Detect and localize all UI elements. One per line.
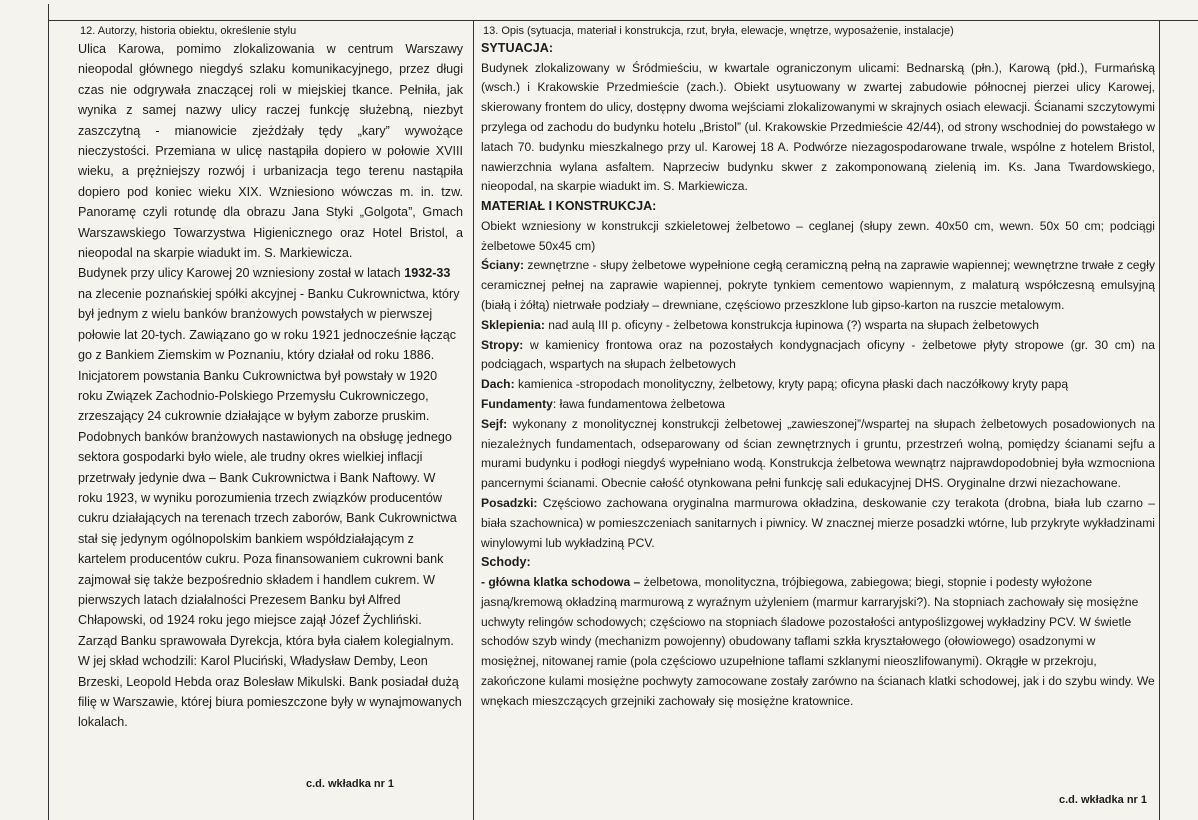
right-column: [476, 20, 1160, 820]
sejf-label: Sejf:: [481, 416, 508, 431]
sklepienia-entry: [481, 316, 1155, 336]
section-title-material: MATERIAŁ I KONSTRUKCJA:: [481, 199, 657, 214]
klatka-entry: [481, 573, 1155, 712]
right-column-body: [481, 39, 1155, 711]
dach-label: Dach:: [481, 377, 515, 392]
history-paragraph-2-start: Budynek przy ulicy Karowej 20 wzniesiony został w latach: [78, 266, 405, 281]
left-column-body: [78, 39, 463, 733]
dach-entry: [481, 375, 1155, 395]
sklepienia-text: nad aulą III p. oficyny - żelbetowa konstrukcja łupinowa (?) wsparta na słupach żelbetowych: [544, 317, 1039, 332]
dach-text: kamienica -stropodach monolityczny, żelbetowy, kryty papą; oficyna płaski dach naczółkowy kryty papą: [514, 377, 1069, 392]
sytuacja-text: Budynek zlokalizowany w Śródmieściu, w kwartale ograniczonym ulicami: Bednarską (płn.), Karową (płd.), Furmańską (wsch.) i Krakowskie Przedmieście (zach.). Obiekt usytuowany w zwartej zabudowie północnej pierzei ulicy Karowej, skierowany frontem do ulicy, dostępny dwoma wejściami zlokalizowanymi w skrajnych osiach elewacji. Ścianami szczytowymi przylega od zachodu do budynku hotelu „Bristol” (ul. Krakowskie Przedmieście 42/44), od strony wschodniej do powstałego w latach 70. budynku mieszkalnego przy ul. Karowej 18 A. Podwórze niezagospodarowane trwale, wspólne z hotelem Bristol, nawierzchnia wylana asfaltem. Naprzeciw budynku skwer z zakomponowaną zielenią im. Ks. Jana Twardowskiego, nieopodal, na skarpie wiadukt im. S. Markiewicza.: [481, 60, 1155, 194]
history-paragraph-2-rest: na zlecenie poznańskiej spółki akcyjnej - Banku Cukrownictwa, który był jednym z wielu banków branżowych powstałych w pierwszej połowie lat 20-tych. Zawiązano go w roku 1921 jednocześnie łącząc go z Bankiem Ziemskim w Poznaniu, który działał od roku 1886. Inicjatorem powstania Banku Cukrownictwa był powstały w 1920 roku Związek Zachodnio-Polskiego Przemysłu Cukrowniczego, zrzeszający 24 cukrownie działające w byłym zaborze pruskim. Podobnych banków branżowych nastawionych na obsługę jednego sektora gospodarki było wiele, ale trudny okres wielkiej inflacji przetrwały jedynie dwa – Bank Cukrownictwa i Bank Naftowy. W roku 1923, w wyniku porozumienia trzech związków producentów cukru działających na terenach trzech zaborów, Bank Cukrownictwa stał się jedynym ogólnopolskim bankiem współdziałającym z kartelem producentów cukru. Poza finansowaniem cukrowni bank zajmował się także bezpośrednio składem i handlem cukrem. W pierwszych latach działalności Prezesem Banku był Alfred Chłapowski, od 1924 roku jego miejsce zajął Józef Żychliński. Zarząd Banku sprawowała Dyrekcja, która była ciałem kolegialnym. W jej skład wchodzili: Karol Pluciński, Władysław Demby, Leon Brzeski, Leopold Hebda oraz Bolesław Mikulski. Bank posiadał dużą filię w Warszawie, której biura pomieszczone były w wynajmowanych lokalach.: [78, 286, 462, 730]
material-text: Obiekt wzniesiony w konstrukcji szkieletowej żelbetowo – ceglanej (słupy zewn. 40x50 cm, wewn. 50x 50 cm; podciągi żelbetowe 50x45 cm): [481, 218, 1155, 253]
sciany-text: zewnętrzne - słupy żelbetowe wypełnione cegłą ceramiczną pełną na zaprawie wapiennej; wewnętrzne trwałe z cegły ceramicznej pełnej na zaprawie wapiennej, pokryte tynkiem cementowo wapiennym, z malaturą współczesną emulsyjną (białą i żółtą) nietrwałe podziały – drewniane, częściowo przeszklone lub gipso-karton na ruszcie metalowym.: [481, 258, 1155, 312]
sciany-label: Ściany:: [481, 258, 525, 273]
section-title-schody: Schody:: [481, 555, 531, 570]
history-paragraph-2: [78, 263, 463, 732]
fundamenty-text: : ława fundamentowa żelbetowa: [552, 396, 726, 411]
fundamenty-label: Fundamenty: [481, 396, 553, 411]
right-continued-note: c.d. wkładka nr 1: [1058, 794, 1147, 806]
section-title-sytuacja: SYTUACJA:: [481, 41, 554, 55]
left-column-heading: 12. Autorzy, historia obiektu, określenie stylu: [80, 25, 297, 37]
klatka-label: - główna klatka schodowa –: [481, 574, 641, 589]
stropy-text: w kamienicy frontowa oraz na pozostałych kondygnacjach oficyny - żelbetowe płyty stropowe (gr. 30 cm) na podciągach, wspartych na słupach żelbetowych: [481, 337, 1155, 372]
fundamenty-entry: [481, 395, 1155, 415]
posadzki-entry: [481, 494, 1155, 553]
klatka-text: żelbetowa, monolityczna, trójbiegowa, zabiegowa; biegi, stopnie i podesty wyłożone jasną/kremową okładziną marmurową z wyraźnym użyleniem (marmur karraryjski?). Na stopniach zachowały się mosiężne uchwyty relingów schodowych; częściowo na stopniach śladowe pozostałości antypoślizgowej wykładziny PCV. W świetle schodów szyb windy (mechanizm powojenny) obudowany taflami szkła kryształowego (ołowiowego) osadzonymi w mosiężnej, nitowanej ramie (pola częściowo uzupełnione taflami szklanymi nieoszlifowanymi). Okrągłe w przekroju, zakończone kulami mosiężne pochwyty zamocowane zostały zarówno na ścianach klatki schodowej, jak i do szybu windy. We wnękach mieszczących grzejniki zachowały się mosiężne kratownice.: [481, 574, 1155, 708]
sklepienia-label: Sklepienia:: [481, 317, 545, 332]
right-column-heading: 13. Opis (sytuacja, materiał i konstrukcja, rzut, bryła, elewacje, wnętrze, wyposażenie, instalacje): [483, 25, 954, 37]
history-paragraph-1: Ulica Karowa, pomimo zlokalizowania w centrum Warszawy nieopodal głównego niegdyś szlaku komunikacyjnego, przez długi czas nie odgrywała znaczącej roli w miejskiej tkance. Pełniła, jak wynika z samej nazwy ulicy raczej funkcję służebną, niezbyt zaszczytną - mianowicie zjeżdżały tędy „kary” wywożące nieczystości. Przemiana w ulicę nastąpiła dopiero w połowie XVIII wieku, a prężniejszy rozwój i urbanizacja tego terenu nastąpiła dopiero pod koniec wieku XIX. Wzniesiono wówczas m. in. tzw. Panoramę czyli rotundę dla obrazu Jana Styki „Golgota”, Gmach Warszawskiego Towarzystwa Higienicznego oraz Hotel Bristol, a nieopodal na skarpie wiadukt im. S. Markiewicza.: [78, 42, 463, 261]
construction-years: 1932-33: [404, 266, 451, 281]
posadzki-text: Częściowo zachowana oryginalna marmurowa okładzina, deskowanie czy terakota (drobna, biała lub czarno – biała szachownica) w pomieszczeniach sanitarnych i piwnicy. W znacznej mierze posadzki wtórne, lub przykryte wykładzinami winylowymi lub wykładziną PCV.: [481, 495, 1155, 550]
left-column: [74, 20, 474, 820]
sejf-entry: [481, 415, 1155, 494]
sciany-entry: [481, 256, 1155, 315]
stropy-entry: [481, 336, 1155, 376]
posadzki-label: Posadzki:: [481, 495, 538, 510]
left-continued-note: c.d. wkładka nr 1: [306, 778, 395, 790]
sejf-text: wykonany z monolitycznej konstrukcji żelbetowej „zawieszonej”/wspartej na słupach żelbetowych posadowionych na niezależnych fundamentach, odseparowany od ścian zewnętrznych i gruntu, przestrzeń wolną, pomiędzy ścianami sejfu a murami budynku i podłogi niegdyś wypełniano wodą. Konstrukcja żelbetowa wewnątrz najprawdopodobniej była wzmocniona pancernymi ścianami. Obecnie całość otynkowana pełni funkcję sali edukacyjnej DHS. Oryginalne drzwi niezachowane.: [481, 416, 1155, 491]
stropy-label: Stropy:: [481, 337, 524, 352]
